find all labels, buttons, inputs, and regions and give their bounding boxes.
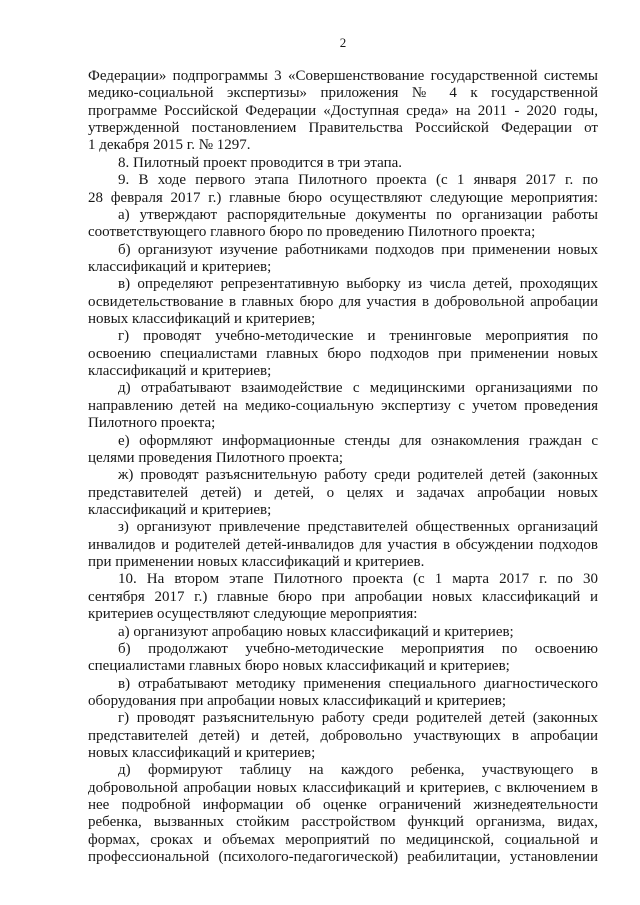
text-line: 9. В ходе первого этапа Пилотного проекта (с 1 января 2017 г. по <box>118 172 598 189</box>
text-line: новых классификаций и критериев; <box>88 745 316 762</box>
text-line: классификаций и критериев; <box>88 501 272 518</box>
text-line: инвалидов и родителей детей-инвалидов для участия в обсуждении подходов <box>88 536 598 553</box>
text-line: представителей детей) и детей, добровольно участвующих в апробации <box>88 727 598 744</box>
text-line: освидетельствование в главных бюро для участия в добровольной апробации <box>88 293 598 310</box>
item-9-d <box>88 380 598 432</box>
item-10-a <box>88 624 598 641</box>
text-line: ж) проводят разъяснительную работу среди родителей детей (законных <box>118 467 598 484</box>
text-line: программе Российской Федерации «Доступная среда» на 2011 - 2020 годы, <box>88 102 598 119</box>
text-line: г) проводят разъяснительную работу среди родителей детей (законных <box>118 710 598 727</box>
paragraph-9 <box>88 172 598 207</box>
text-line: а) утверждают распорядительные документы по организации работы <box>118 206 598 223</box>
item-10-d <box>88 762 598 866</box>
text-line: формах, сроках и объемах мероприятий по медицинской, социальной и <box>88 831 598 848</box>
text-line: в) отрабатывают методику применения специального диагностического <box>118 675 598 692</box>
text-line: д) формируют таблицу на каждого ребенка, участвующего в <box>118 762 598 779</box>
text-line: направлению детей на медико-социальную экспертизу с учетом проведения <box>88 397 598 414</box>
paragraph-10 <box>88 571 598 623</box>
text-line: нее подробной информации об оценке ограничений жизнедеятельности <box>88 797 598 814</box>
item-10-v <box>88 676 598 711</box>
text-line: 1 декабря 2015 г. № 1297. <box>88 137 251 154</box>
text-line: Пилотного проекта; <box>88 415 216 432</box>
item-10-b <box>88 641 598 676</box>
text-line: утвержденной постановлением Правительства Российской Федерации от <box>88 120 598 137</box>
text-line: з) организуют привлечение представителей общественных организаций <box>118 519 598 536</box>
text-line: Федерации» подпрограммы 3 «Совершенствование государственной системы <box>88 68 598 84</box>
text-line: классификаций и критериев; <box>88 363 272 380</box>
page-number: 2 <box>339 35 347 50</box>
paragraph-8 <box>88 155 598 172</box>
item-9-z <box>88 519 598 571</box>
text-line: добровольной апробации новых классификаций и критериев, с включением в <box>88 779 598 796</box>
paragraph-continued <box>88 68 598 155</box>
text-line: целями проведения Пилотного проекта; <box>88 449 344 466</box>
text-line: 10. На втором этапе Пилотного проекта (с 1 марта 2017 г. по 30 <box>118 571 598 588</box>
item-9-zh <box>88 467 598 519</box>
item-9-a <box>88 207 598 242</box>
text-line: профессиональной (психолого-педагогической) реабилитации, установлении <box>88 849 598 866</box>
text-line: классификаций и критериев; <box>88 258 272 275</box>
item-9-e <box>88 433 598 468</box>
text-line: в) определяют репрезентативную выборку из числа детей, проходящих <box>118 276 598 293</box>
text-line: медико-социальной экспертизы» приложения № 4 к государственной <box>88 85 598 102</box>
text-line: е) оформляют информационные стенды для ознакомления граждан с <box>118 432 598 449</box>
text-line: соответствующего главного бюро по проведению Пилотного проекта; <box>88 224 536 241</box>
item-9-g <box>88 328 598 380</box>
text-line: г) проводят учебно-методические и тренинговые мероприятия по <box>118 328 598 345</box>
text-line: при применении новых классификаций и критериев. <box>88 554 425 571</box>
text-line: 8. Пилотный проект проводится в три этапа. <box>118 154 403 171</box>
text-line: д) отрабатывают взаимодействие с медицинскими организациями по <box>118 380 598 397</box>
text-line: представителей детей) и детей, о целях и задачах апробации новых <box>88 484 598 501</box>
document-body <box>88 68 598 867</box>
item-10-g <box>88 710 598 762</box>
text-line: оборудования при апробации новых классификаций и критериев; <box>88 692 507 709</box>
text-line: б) продолжают учебно-методические мероприятия по освоению <box>118 640 598 657</box>
text-line: сентября 2017 г.) главные бюро при апробации новых классификаций и <box>88 588 598 605</box>
text-line: 28 февраля 2017 г.) главные бюро осуществляют следующие мероприятия: <box>88 189 598 206</box>
text-line: ребенка, вызванных стойким расстройством функций организма, видах, <box>88 814 598 831</box>
text-line: критериев осуществляют следующие мероприятия: <box>88 606 418 623</box>
text-line: а) организуют апробацию новых классификаций и критериев; <box>118 623 514 640</box>
text-line: специалистами главных бюро новых классификаций и критериев; <box>88 658 510 675</box>
text-line: освоению специалистами главных бюро подходов при применении новых <box>88 345 598 362</box>
item-9-v <box>88 276 598 328</box>
text-line: б) организуют изучение работниками подходов при применении новых <box>118 241 598 258</box>
item-9-b <box>88 242 598 277</box>
text-line: новых классификаций и критериев; <box>88 311 316 328</box>
